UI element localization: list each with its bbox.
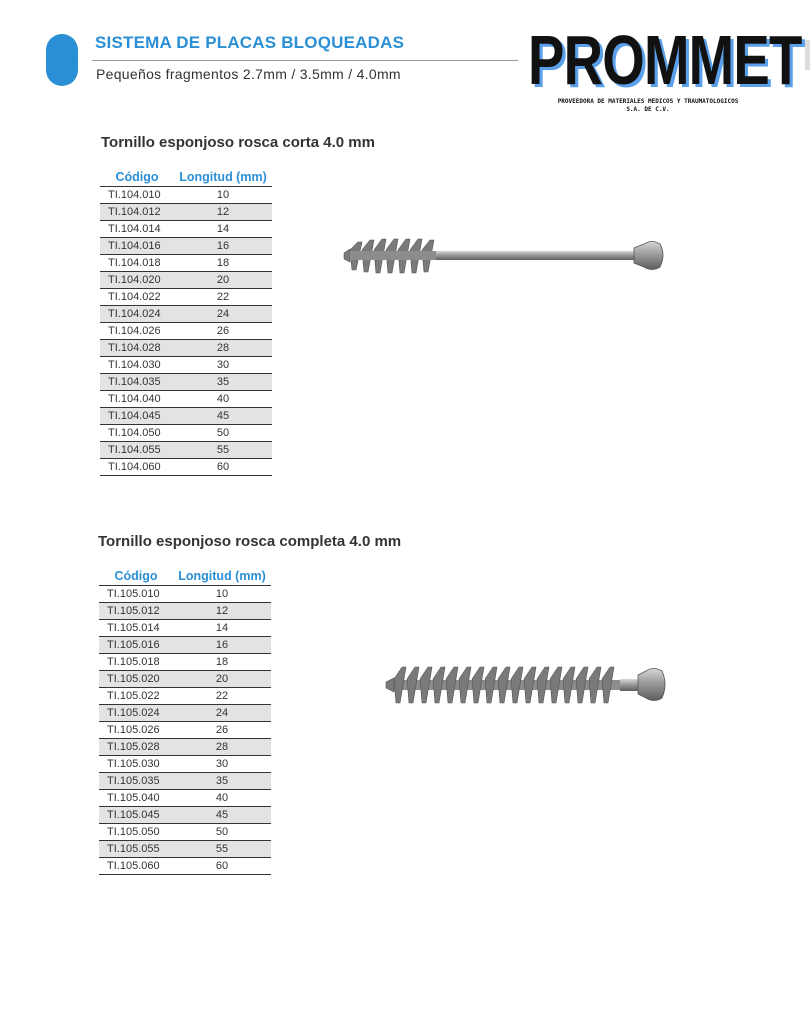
table-row — [99, 637, 271, 654]
table-row — [99, 841, 271, 858]
cell-length: 50 — [173, 824, 271, 841]
table-row — [99, 807, 271, 824]
section1-table — [100, 168, 272, 476]
cell-code: TI.105.012 — [99, 603, 173, 620]
cell-code: TI.105.018 — [99, 654, 173, 671]
section1-title: Tornillo esponjoso rosca corta 4.0 mm — [101, 134, 375, 151]
header-title: SISTEMA DE PLACAS BLOQUEADAS — [95, 33, 405, 52]
logo-tagline — [530, 98, 766, 114]
cell-length: 45 — [173, 807, 271, 824]
cell-length: 26 — [174, 323, 272, 340]
table-header-row — [99, 567, 271, 586]
cell-length: 30 — [174, 357, 272, 374]
page-edge-strip — [805, 40, 810, 70]
cell-code: TI.104.018 — [100, 255, 174, 272]
cell-length: 14 — [174, 221, 272, 238]
logo-tagline-line2: S.A. DE C.V. — [626, 106, 670, 113]
table-row — [100, 323, 272, 340]
cell-code: TI.105.060 — [99, 858, 173, 875]
table-row — [100, 357, 272, 374]
table-row — [99, 739, 271, 756]
table-row — [99, 620, 271, 637]
table-row — [100, 374, 272, 391]
cell-length: 55 — [174, 442, 272, 459]
table-row — [100, 442, 272, 459]
table-row — [100, 221, 272, 238]
cell-code: TI.104.030 — [100, 357, 174, 374]
cell-length: 18 — [174, 255, 272, 272]
cell-code: TI.104.020 — [100, 272, 174, 289]
cell-code: TI.104.012 — [100, 204, 174, 221]
table-row — [100, 255, 272, 272]
section2-table-body — [99, 586, 271, 875]
header-accent-pill — [46, 34, 78, 86]
cell-length: 28 — [173, 739, 271, 756]
col-header-length: Longitud (mm) — [174, 168, 272, 187]
cell-code: TI.104.022 — [100, 289, 174, 306]
cell-length: 30 — [173, 756, 271, 773]
table-row — [99, 858, 271, 875]
cell-code: TI.104.050 — [100, 425, 174, 442]
table-row — [100, 306, 272, 323]
table-row — [100, 187, 272, 204]
cell-length: 24 — [174, 306, 272, 323]
section1-table-body — [100, 187, 272, 476]
cell-length: 55 — [173, 841, 271, 858]
cell-code: TI.104.035 — [100, 374, 174, 391]
table-row — [99, 603, 271, 620]
header-divider — [92, 60, 518, 61]
table-row — [100, 459, 272, 476]
section2-title: Tornillo esponjoso rosca completa 4.0 mm — [98, 533, 402, 550]
cell-length: 35 — [173, 773, 271, 790]
cell-code: TI.105.026 — [99, 722, 173, 739]
cell-length: 12 — [173, 603, 271, 620]
cell-length: 50 — [174, 425, 272, 442]
table-row — [99, 824, 271, 841]
logo-wordmark: PROMMET — [528, 21, 802, 99]
cell-code: TI.105.045 — [99, 807, 173, 824]
cell-length: 18 — [173, 654, 271, 671]
col-header-code: Código — [99, 567, 173, 586]
cell-code: TI.105.016 — [99, 637, 173, 654]
table-header-row — [100, 168, 272, 187]
col-header-code: Código — [100, 168, 174, 187]
cell-code: TI.105.035 — [99, 773, 173, 790]
cell-length: 26 — [173, 722, 271, 739]
cell-code: TI.104.040 — [100, 391, 174, 408]
cell-code: TI.104.016 — [100, 238, 174, 255]
cell-length: 20 — [173, 671, 271, 688]
table-row — [99, 671, 271, 688]
table-row — [100, 391, 272, 408]
cell-code: TI.104.014 — [100, 221, 174, 238]
table-row — [100, 340, 272, 357]
cell-code: TI.104.055 — [100, 442, 174, 459]
cell-code: TI.105.028 — [99, 739, 173, 756]
cell-length: 16 — [173, 637, 271, 654]
cell-length: 10 — [174, 187, 272, 204]
table-row — [100, 272, 272, 289]
cell-code: TI.104.028 — [100, 340, 174, 357]
cell-code: TI.105.050 — [99, 824, 173, 841]
cell-length: 10 — [173, 586, 271, 603]
cell-code: TI.104.060 — [100, 459, 174, 476]
table-row — [99, 722, 271, 739]
table-row — [100, 408, 272, 425]
cell-length: 45 — [174, 408, 272, 425]
header-subtitle: Pequeños fragmentos 2.7mm / 3.5mm / 4.0mm — [96, 66, 401, 82]
cell-code: TI.105.024 — [99, 705, 173, 722]
cell-code: TI.104.024 — [100, 306, 174, 323]
cell-code: TI.105.055 — [99, 841, 173, 858]
table-row — [99, 773, 271, 790]
table-row — [100, 238, 272, 255]
cell-code: TI.105.022 — [99, 688, 173, 705]
cell-code: TI.104.026 — [100, 323, 174, 340]
table-row — [99, 688, 271, 705]
table-row — [99, 756, 271, 773]
cell-code: TI.104.010 — [100, 187, 174, 204]
cell-length: 20 — [174, 272, 272, 289]
cell-code: TI.104.045 — [100, 408, 174, 425]
col-header-length: Longitud (mm) — [173, 567, 271, 586]
table-row — [100, 204, 272, 221]
table-row — [100, 425, 272, 442]
table-row — [99, 654, 271, 671]
cell-length: 35 — [174, 374, 272, 391]
prommet-logo — [526, 20, 802, 100]
table-row — [100, 289, 272, 306]
cell-code: TI.105.010 — [99, 586, 173, 603]
cell-code: TI.105.040 — [99, 790, 173, 807]
cell-code: TI.105.020 — [99, 671, 173, 688]
cell-length: 12 — [174, 204, 272, 221]
cell-code: TI.105.030 — [99, 756, 173, 773]
cell-length: 60 — [174, 459, 272, 476]
section2-table — [99, 567, 271, 875]
cell-length: 40 — [173, 790, 271, 807]
cell-length: 22 — [173, 688, 271, 705]
table-row — [99, 790, 271, 807]
cell-length: 24 — [173, 705, 271, 722]
cell-length: 28 — [174, 340, 272, 357]
full-thread-screw-image — [384, 663, 670, 709]
cell-length: 40 — [174, 391, 272, 408]
short-thread-screw-image — [340, 236, 670, 278]
cell-code: TI.105.014 — [99, 620, 173, 637]
table-row — [99, 705, 271, 722]
cell-length: 60 — [173, 858, 271, 875]
logo-tagline-line1: PROVEEDORA DE MATERIALES MEDICOS Y TRAUMATOLOGICOS — [557, 98, 739, 105]
cell-length: 22 — [174, 289, 272, 306]
cell-length: 14 — [173, 620, 271, 637]
cell-length: 16 — [174, 238, 272, 255]
table-row — [99, 586, 271, 603]
